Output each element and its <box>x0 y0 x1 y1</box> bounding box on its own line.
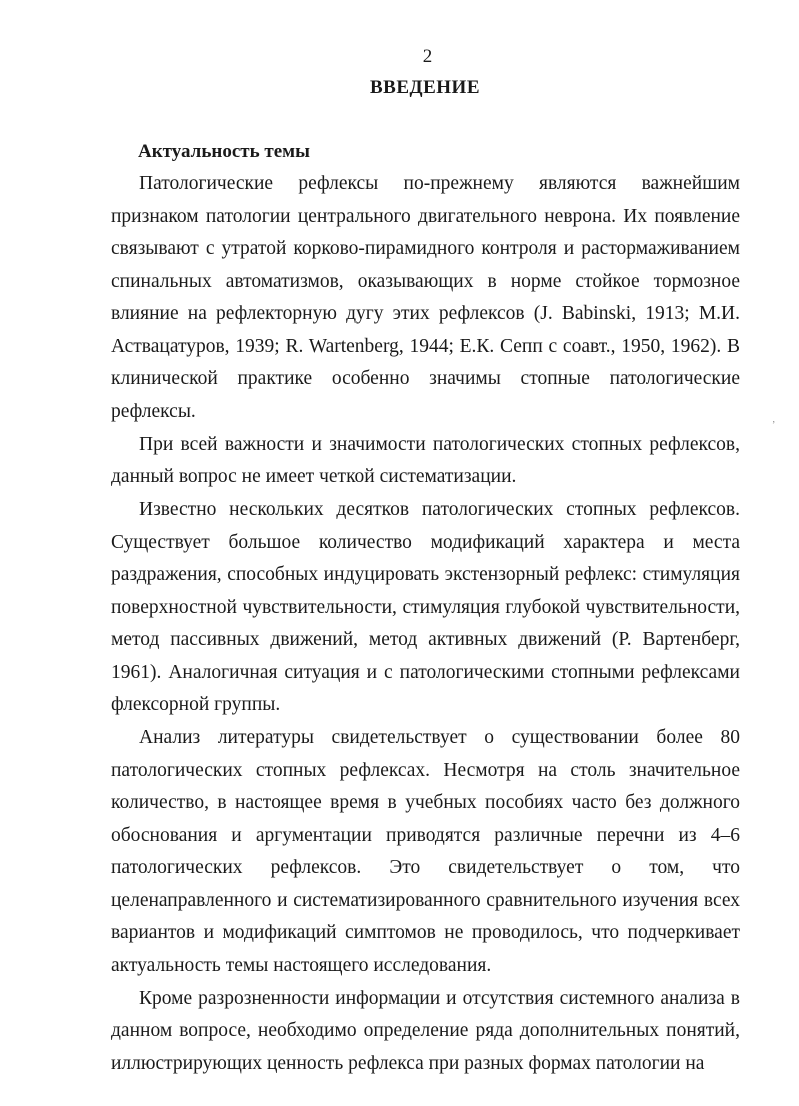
paragraph-4: Анализ литературы свидетельствует о существовании более 80 патологических стопных рефлексах. Несмотря на столь значительное количество, в настоящее время в учебных пособиях часто без должного обоснования и аргументации приводятся различные перечни из 4–6 патологических рефлексов. Это свидетельствует о том, что целенаправленного и систематизированного сравнительного изучения всех вариантов и модификаций симптомов не проводилось, что подчеркивает актуальность темы настоящего исследования. <box>111 727 740 976</box>
page-number: 2 <box>422 46 433 67</box>
paragraph-5: Кроме разрозненности информации и отсутствия системного анализа в данном вопросе, необходимо определение ряда дополнительных понятий, иллюстрирующих ценность рефлекса при разных формах патологии на <box>111 987 740 1074</box>
margin-mark: ’ <box>772 420 776 431</box>
section-subheading: Актуальность темы <box>138 141 310 162</box>
paragraph-1: Патологические рефлексы по-прежнему являются важнейшим признаком патологии центрального двигательного неврона. Их появление связывают с утратой корково-пирамидного контроля и растормаживанием спинальных автоматизмов, оказывающих в норме стойкое тормозное влияние на рефлекторную дугу этих рефлексов (J. Babinski, 1913; М.И. Аствацатуров, 1939; R. Wartenberg, 1944; Е.К. Сепп с соавт., 1950, 1962). В клинической практике особенно значимы стопные патологические рефлексы. <box>111 173 740 422</box>
body-text <box>111 168 740 1080</box>
paragraph-3: Известно нескольких десятков патологических стопных рефлексов. Существует большое количество модификаций характера и места раздражения, способных индуцировать экстензорный рефлекс: стимуляция поверхностной чувствительности, стимуляция глубокой чувствительности, метод пассивных движений, метод активных движений (Р. Вартенберг, 1961). Аналогичная ситуация и с патологическими стопными рефлексами флексорной группы. <box>111 499 740 715</box>
page-title: ВВЕДЕНИЕ <box>370 77 480 98</box>
paragraph-2: При всей важности и значимости патологических стопных рефлексов, данный вопрос не имеет четкой систематизации. <box>111 433 740 487</box>
